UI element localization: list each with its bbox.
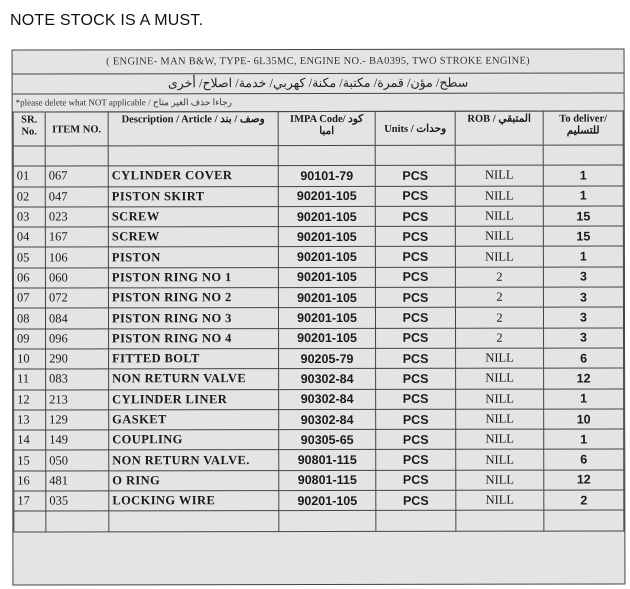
cell-deliver: 10 (544, 409, 624, 429)
table-row (13, 287, 623, 308)
table-row (13, 226, 623, 247)
cell-units: PCS (376, 389, 456, 409)
cell-units: PCS (375, 287, 455, 307)
cell-sr: 03 (13, 207, 45, 227)
cell-deliver: 6 (544, 449, 624, 469)
cell-description: PISTON RING NO 3 (108, 308, 278, 329)
cell-description: FITTED BOLT (109, 349, 279, 370)
cell-sr: 09 (14, 329, 46, 349)
cell-deliver: 1 (544, 429, 624, 449)
cell-deliver: 2 (544, 490, 624, 510)
cell-units: PCS (375, 308, 455, 328)
table-row (13, 267, 623, 288)
cell-sr: 10 (14, 349, 46, 369)
cell-description: PISTON SKIRT (108, 186, 278, 207)
cell-item: 149 (46, 430, 109, 450)
cell-deliver: 6 (544, 348, 624, 368)
cell-description: NON RETURN VALVE. (109, 450, 279, 471)
cell-item: 084 (45, 308, 108, 328)
cell-sr: 11 (14, 369, 46, 389)
cell-units: PCS (375, 247, 455, 267)
cell-units: PCS (375, 166, 455, 186)
cell-rob: 2 (455, 287, 543, 307)
cell-item: 050 (46, 450, 109, 470)
cell-rob: NILL (456, 470, 544, 490)
table-row (14, 429, 624, 450)
table-row (14, 389, 624, 410)
cell-sr: 05 (13, 247, 45, 267)
cell-units: PCS (376, 470, 456, 490)
cell-item: 067 (45, 166, 108, 186)
cell-item: 023 (45, 207, 108, 227)
table-row (14, 449, 624, 470)
table-row (14, 490, 624, 511)
table-row (14, 368, 624, 389)
cell-sr: 01 (13, 166, 45, 186)
cell-rob: NILL (455, 165, 543, 185)
cell-rob: NILL (456, 389, 544, 409)
cell-rob: NILL (456, 348, 544, 368)
cell-deliver: 1 (543, 165, 623, 185)
cell-deliver: 3 (543, 307, 623, 327)
table-header-row (13, 111, 623, 146)
cell-sr: 04 (13, 227, 45, 247)
cell-description: CYLINDER LINER (109, 389, 279, 410)
cell-description: NON RETURN VALVE (109, 369, 279, 390)
cell-impa: 90201-105 (278, 287, 375, 307)
cell-description: GASKET (109, 409, 279, 430)
cell-rob: NILL (456, 490, 544, 510)
table-row (13, 246, 623, 267)
cell-sr: 15 (14, 450, 46, 470)
cell-sr: 13 (14, 410, 46, 430)
cell-units: PCS (376, 450, 456, 470)
cell-item: 167 (45, 227, 108, 247)
cell-deliver: 15 (543, 226, 623, 246)
cell-description: PISTON RING NO 1 (108, 267, 278, 288)
cell-sr: 06 (13, 268, 45, 288)
cell-deliver: 3 (543, 287, 623, 307)
cell-rob: 2 (455, 267, 543, 287)
col-header-description: Description / Article / وصف / بند (108, 112, 278, 146)
cell-sr: 12 (14, 390, 46, 410)
table-row (13, 307, 623, 328)
col-header-item: ITEM NO. (45, 112, 108, 146)
cell-description: PISTON RING NO 2 (108, 288, 278, 309)
cell-units: PCS (376, 490, 456, 510)
blank-row (13, 145, 623, 166)
cell-item: 106 (45, 247, 108, 267)
engine-info: ( ENGINE- MAN B&W, TYPE- 6L35MC, ENGINE NO.- BA0395, TWO STROKE ENGINE) (13, 49, 624, 74)
cell-item: 213 (46, 389, 109, 409)
cell-rob: 2 (456, 328, 544, 348)
cell-description: LOCKING WIRE (109, 491, 279, 512)
cell-deliver: 1 (544, 389, 624, 409)
cell-rob: NILL (456, 409, 544, 429)
cell-description: CYLINDER COVER (108, 166, 278, 187)
cell-impa: 90201-105 (278, 206, 375, 226)
cell-impa: 90201-105 (278, 247, 375, 267)
cell-description: PISTON RING NO 4 (109, 328, 279, 349)
cell-item: 129 (46, 410, 109, 430)
cell-units: PCS (375, 186, 455, 206)
cell-rob: NILL (455, 186, 543, 206)
cell-rob: NILL (455, 206, 543, 226)
cell-deliver: 1 (543, 186, 623, 206)
table-row (14, 470, 624, 491)
table-row (13, 186, 623, 207)
cell-deliver: 12 (544, 368, 624, 388)
cell-deliver: 15 (543, 206, 623, 226)
cell-description: PISTON (108, 247, 278, 268)
col-header-rob: ROB / المتبقي (455, 111, 543, 145)
cell-description: O RING (109, 470, 279, 491)
cell-impa: 90302-84 (279, 409, 376, 429)
cell-item: 072 (45, 288, 108, 308)
cell-impa: 90302-84 (279, 369, 376, 389)
table-row (14, 348, 624, 369)
cell-sr: 08 (13, 308, 45, 328)
cell-units: PCS (375, 206, 455, 226)
cell-description: SCREW (108, 227, 278, 248)
requisition-form (12, 48, 626, 585)
cell-description: COUPLING (109, 430, 279, 451)
cell-impa: 90205-79 (279, 348, 376, 368)
cell-deliver: 1 (543, 246, 623, 266)
cell-sr: 17 (14, 491, 46, 511)
cell-units: PCS (375, 226, 455, 246)
cell-units: PCS (376, 328, 456, 348)
cell-description: SCREW (108, 206, 278, 227)
table-row (14, 409, 624, 430)
cell-rob: NILL (456, 368, 544, 388)
col-header-units: Units / وحدات (375, 111, 455, 145)
table-row (13, 165, 623, 186)
cell-rob: NILL (455, 226, 543, 246)
cell-units: PCS (376, 369, 456, 389)
cell-impa: 90101-79 (278, 166, 375, 186)
cell-units: PCS (376, 348, 456, 368)
cell-rob: NILL (456, 450, 544, 470)
cell-impa: 90201-105 (278, 267, 375, 287)
cell-deliver: 3 (543, 267, 623, 287)
department-categories: سطح/ مؤن/ قمرة/ مكتبة/ مكنة/ كهربي/ خدمة/ اصلاح/ أخرى (13, 72, 624, 94)
items-table (13, 110, 625, 532)
cell-item: 096 (46, 329, 109, 349)
col-header-impa: IMPA Code/ كود امبا (278, 111, 375, 145)
table-row (13, 206, 623, 227)
cell-impa: 90801-115 (279, 470, 376, 490)
cell-item: 035 (46, 491, 109, 511)
cell-units: PCS (376, 409, 456, 429)
stock-note: NOTE STOCK IS A MUST. (10, 12, 204, 29)
cell-sr: 02 (13, 187, 45, 207)
cell-deliver: 12 (544, 470, 624, 490)
cell-sr: 07 (13, 288, 45, 308)
cell-item: 083 (46, 369, 109, 389)
cell-rob: NILL (456, 429, 544, 449)
cell-sr: 14 (14, 430, 46, 450)
cell-impa: 90201-105 (279, 328, 376, 348)
cell-impa: 90302-84 (279, 389, 376, 409)
cell-impa: 90201-105 (279, 490, 376, 510)
cell-rob: 2 (455, 307, 543, 327)
cell-impa: 90305-65 (279, 430, 376, 450)
cell-item: 060 (45, 268, 108, 288)
cell-deliver: 3 (544, 328, 624, 348)
cell-rob: NILL (455, 247, 543, 267)
blank-row (14, 510, 624, 531)
col-header-sr: SR. No. (13, 112, 45, 146)
cell-units: PCS (376, 429, 456, 449)
cell-units: PCS (375, 267, 455, 287)
cell-impa: 90201-105 (278, 308, 375, 328)
cell-impa: 90201-105 (278, 186, 375, 206)
cell-sr: 16 (14, 471, 46, 491)
cell-impa: 90801-115 (279, 450, 376, 470)
table-row (14, 328, 624, 349)
delete-instruction: *please delete what NOT applicable / رجاءا حذف الغير متاح (13, 92, 624, 112)
cell-item: 047 (45, 186, 108, 206)
col-header-deliver: To deliver/ للتسليم (543, 111, 623, 145)
cell-item: 481 (46, 471, 109, 491)
cell-impa: 90201-105 (278, 227, 375, 247)
cell-item: 290 (46, 349, 109, 369)
